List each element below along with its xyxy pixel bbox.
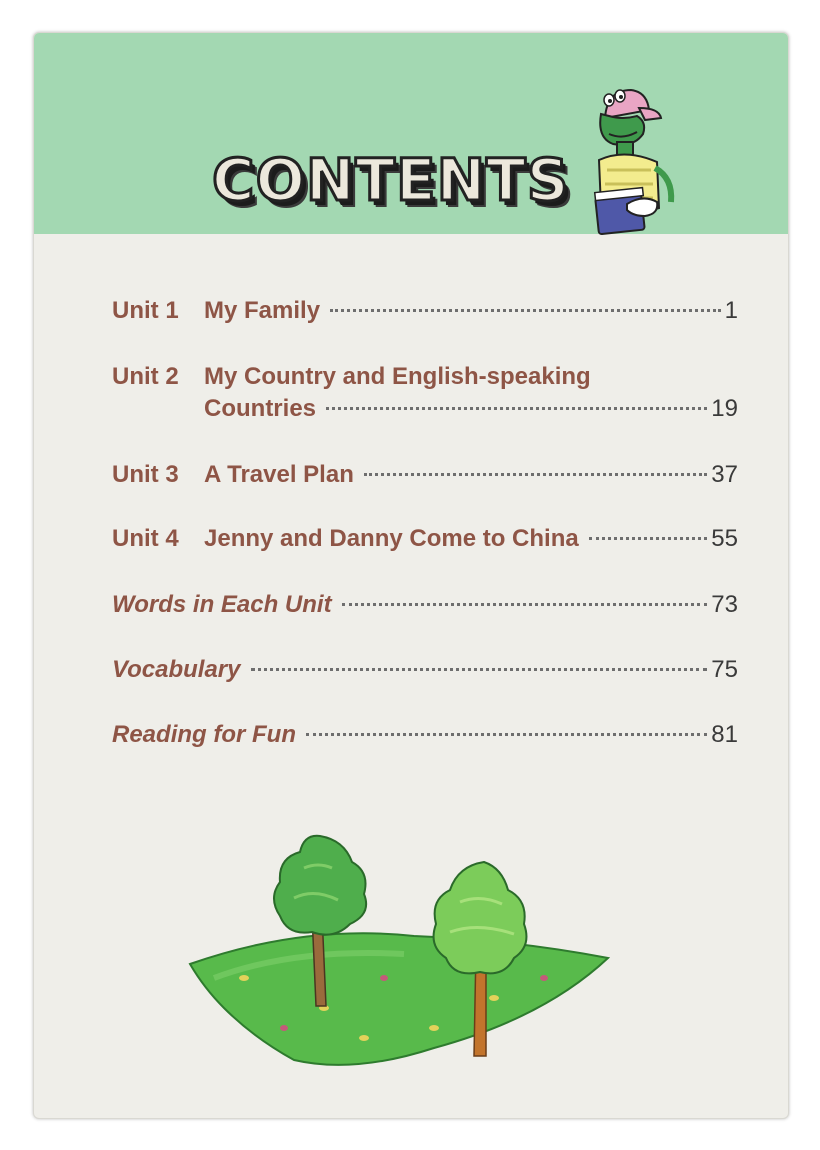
toc-entry-title: Words in Each Unit <box>112 591 332 618</box>
toc-entry-title: My Family <box>204 297 321 324</box>
toc-entry-title: A Travel Plan <box>204 461 354 488</box>
toc-page-number: 55 <box>711 525 738 552</box>
toc-entry-reading-for-fun[interactable] <box>112 721 738 749</box>
toc-entry-title: My Country and English-speaking <box>204 363 591 390</box>
toc-unit-number: Unit 2 <box>112 363 179 390</box>
toc-page-number: 75 <box>711 656 738 683</box>
toc-unit-number: Unit 1 <box>112 297 179 324</box>
toc-entry-unit-1[interactable] <box>112 297 738 325</box>
toc-page-number: 19 <box>711 395 738 422</box>
dot-leader <box>306 731 707 736</box>
toc-page-number: 37 <box>711 461 738 488</box>
dot-leader <box>251 666 708 671</box>
dot-leader <box>342 601 708 606</box>
toc-entry-title-continued: Countries <box>204 395 317 422</box>
dot-leader <box>589 535 708 540</box>
toc-entry-vocabulary[interactable] <box>112 656 738 684</box>
toc-unit-number: Unit 3 <box>112 461 179 488</box>
dot-leader <box>326 405 707 410</box>
toc-entry-title: Jenny and Danny Come to China <box>204 525 579 552</box>
dot-leader <box>364 471 707 476</box>
toc-page-number: 81 <box>711 721 738 748</box>
toc-entry-title: Vocabulary <box>112 656 241 683</box>
toc-entry-title: Reading for Fun <box>112 721 296 748</box>
trees-on-hill-icon <box>184 828 614 1078</box>
contents-page <box>33 32 789 1119</box>
toc-entry-unit-2[interactable] <box>112 363 738 423</box>
dot-leader <box>330 307 721 312</box>
toc-entry-unit-4[interactable] <box>112 525 738 553</box>
toc-entry-unit-3[interactable] <box>112 461 738 489</box>
toc-page-number: 73 <box>711 591 738 618</box>
page-title: CONTENTS <box>212 146 570 214</box>
toc-entry-words-in-each-unit[interactable] <box>112 591 738 619</box>
turtle-mascot-icon <box>587 78 677 248</box>
toc-page-number: 1 <box>724 297 738 324</box>
toc-unit-number: Unit 4 <box>112 525 179 552</box>
